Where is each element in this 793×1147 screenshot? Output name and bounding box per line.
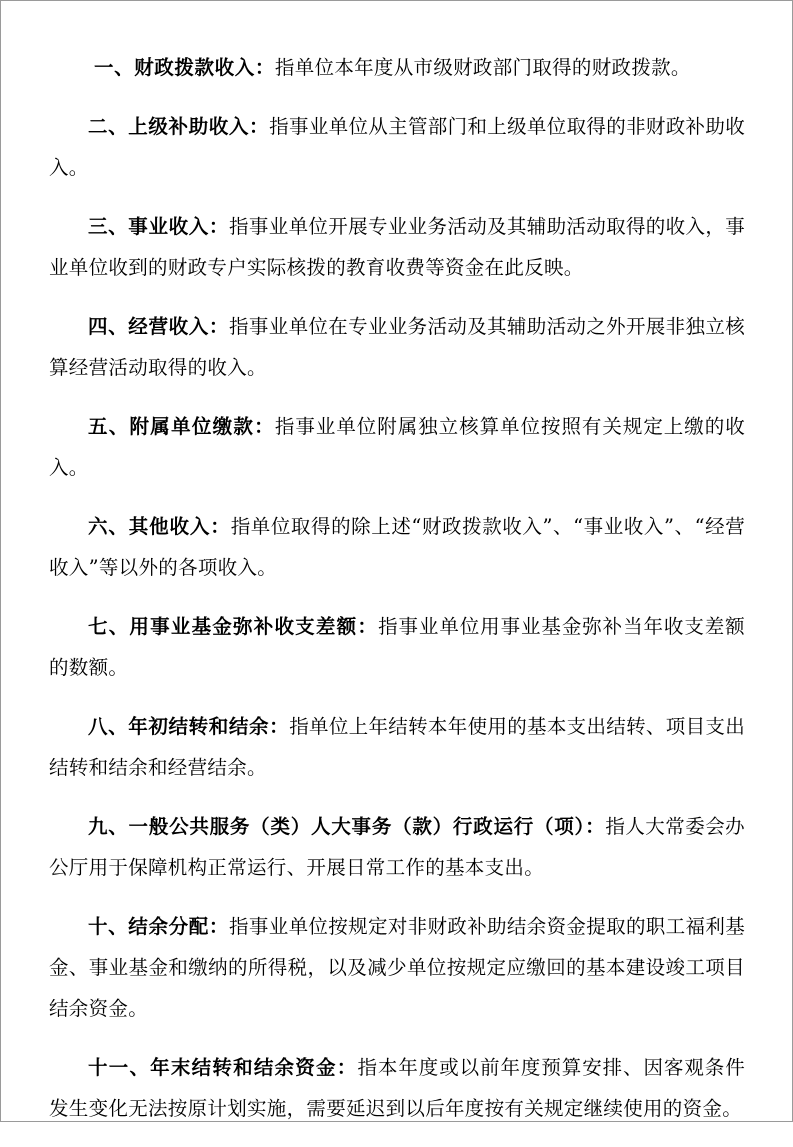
definition-text: 指事业单位从主管部门和上级单位取得的非财政补助收入。	[49, 115, 746, 179]
definition-term: 九、一般公共服务（类）人大事务（款）行政运行（项）	[88, 815, 586, 838]
definition-paragraph-6	[49, 506, 745, 588]
definition-paragraph-4	[49, 306, 745, 388]
definition-text: 指本年度或以前年度预算安排、因客观条件发生变化无法按原计划实施，需要延迟到以后年度按有关规定继续使用的资金。	[49, 1056, 745, 1120]
definition-term: 五、附属单位缴款	[88, 415, 255, 438]
definition-colon: ：	[208, 215, 230, 238]
definition-term: 一、财政拨款收入	[94, 56, 255, 79]
definition-colon: ：	[254, 56, 275, 79]
definition-colon: ：	[210, 515, 231, 538]
definition-paragraph-5	[49, 406, 745, 488]
definition-text: 指单位上年结转本年使用的基本支出结转、项目支出结转和结余和经营结余。	[49, 715, 746, 779]
definition-term: 二、上级补助收入	[88, 115, 250, 138]
definition-colon: ：	[336, 1056, 358, 1079]
definition-text: 指事业单位用事业基金弥补当年收支差额的数额。	[49, 615, 745, 679]
definition-colon: ：	[254, 415, 275, 438]
definition-text: 指事业单位附属独立核算单位按照有关规定上缴的收入。	[49, 415, 745, 479]
definition-colon: ：	[585, 815, 606, 838]
definition-paragraph-3	[49, 206, 745, 288]
definition-paragraph-2	[49, 106, 745, 188]
definition-paragraph-1	[49, 47, 745, 88]
definition-paragraph-8	[49, 706, 745, 788]
definition-text: 指事业单位开展专业业务活动及其辅助活动取得的收入，事业单位收到的财政专户实际核拨的教育收费等资金在此反映。	[49, 215, 745, 279]
definition-colon: ：	[249, 115, 270, 138]
definition-text: 指事业单位按规定对非财政补助结余资金提取的职工福利基金、事业基金和缴纳的所得税，以及减少单位按规定应缴回的基本建设竣工项目结余资金。	[49, 915, 745, 1020]
definition-term: 六、其他收入	[88, 515, 211, 538]
definition-paragraph-10	[49, 906, 745, 1029]
definition-term: 八、年初结转和结余	[88, 715, 270, 738]
definition-text: 指单位本年度从市级财政部门取得的财政拨款。	[274, 56, 691, 79]
definition-colon: ：	[357, 615, 379, 638]
definition-text: 指事业单位在专业业务活动及其辅助活动之外开展非独立核算经营活动取得的收入。	[49, 315, 745, 379]
definition-paragraph-7	[49, 606, 745, 688]
definition-paragraph-9	[49, 806, 745, 888]
definition-colon: ：	[208, 915, 230, 938]
definition-term: 十、结余分配	[88, 915, 209, 938]
definition-colon: ：	[208, 315, 230, 338]
document-body	[49, 47, 745, 1147]
definition-colon: ：	[269, 715, 290, 738]
definition-term: 四、经营收入	[88, 315, 209, 338]
definition-term: 七、用事业基金弥补收支差额	[88, 615, 358, 638]
definition-text: 指人大常委会办公厅用于保障机构正常运行、开展日常工作的基本支出。	[49, 815, 745, 879]
definition-term: 十一、年末结转和结余资金	[88, 1056, 337, 1079]
definition-term: 三、事业收入	[88, 215, 209, 238]
definition-paragraph-11	[49, 1047, 745, 1129]
definition-text: 指单位取得的除上述“财政拨款收入”、“事业收入”、“经营收入”等以外的各项收入。	[49, 515, 746, 579]
